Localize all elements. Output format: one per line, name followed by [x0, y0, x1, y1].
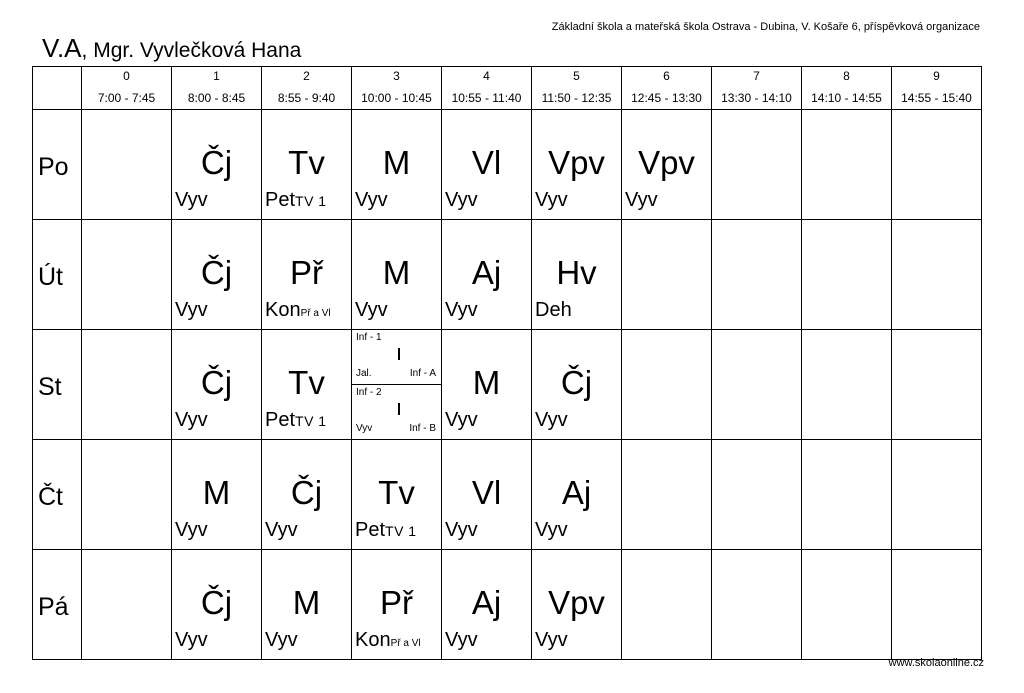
empty-cell: [802, 440, 892, 550]
empty-cell: [802, 330, 892, 440]
lesson-subject: Vpv: [638, 144, 695, 181]
day-row: [33, 220, 982, 330]
lesson-teacher-line: [355, 300, 388, 320]
period-time: 10:55 - 11:40: [451, 91, 522, 105]
lesson-subject: Tv: [288, 364, 325, 401]
header-corner-cell: [33, 67, 82, 110]
empty-cell: [712, 110, 802, 220]
day-label: St: [38, 373, 62, 401]
lesson-cell: [262, 330, 352, 440]
lesson-cell: [532, 330, 622, 440]
lesson-teacher: Vyv: [175, 409, 208, 431]
lesson-teacher-line: [445, 190, 478, 210]
lesson-teacher: Vyv: [355, 299, 388, 321]
empty-cell: [82, 550, 172, 660]
lesson-room: TV 1: [385, 523, 417, 539]
lesson-room: TV 1: [295, 413, 327, 429]
lesson-teacher: Vyv: [445, 299, 478, 321]
lesson-teacher-line: [625, 190, 658, 210]
lesson-subject: M: [472, 364, 501, 401]
lesson-cell: [352, 550, 442, 660]
lesson-teacher: Vyv: [445, 519, 478, 541]
group-room: Inf - B: [409, 423, 436, 434]
empty-cell: [82, 330, 172, 440]
lesson-teacher: Kon: [265, 299, 301, 321]
lesson-room: Př a Vl: [390, 638, 421, 649]
day-label-cell: [33, 440, 82, 550]
empty-cell: [82, 440, 172, 550]
lesson-subject: Vl: [471, 474, 502, 511]
period-time: 8:00 - 8:45: [187, 91, 246, 105]
lesson-teacher-line: [355, 190, 388, 210]
lesson-teacher-line: [535, 520, 568, 540]
period-header-cell: [442, 67, 532, 110]
lesson-teacher-line: [535, 190, 568, 210]
empty-cell: [622, 330, 712, 440]
day-label: Pá: [38, 593, 69, 621]
period-header-cell: [712, 67, 802, 110]
empty-cell: [712, 220, 802, 330]
lesson-teacher: Vyv: [175, 189, 208, 211]
lesson-subject: Př: [290, 254, 323, 291]
lesson-teacher-line: [175, 630, 208, 650]
lesson-cell: [352, 110, 442, 220]
lesson-teacher: Pet: [265, 409, 296, 431]
lesson-cell: [262, 440, 352, 550]
lesson-cell: [532, 440, 622, 550]
split-group: [352, 385, 441, 439]
empty-cell: [802, 110, 892, 220]
empty-cell: [82, 220, 172, 330]
lesson-room: TV 1: [295, 193, 327, 209]
lesson-teacher: Vyv: [445, 189, 478, 211]
period-time: 14:10 - 14:55: [811, 91, 882, 105]
lesson-subject: M: [292, 584, 321, 621]
lesson-teacher: Vyv: [265, 519, 298, 541]
lesson-teacher: Pet: [355, 519, 386, 541]
lesson-teacher-line: [265, 630, 298, 650]
lesson-subject: Aj: [471, 584, 502, 621]
empty-cell: [802, 550, 892, 660]
period-number: 3: [393, 69, 400, 83]
period-time: 12:45 - 13:30: [631, 91, 702, 105]
lesson-teacher-line: [175, 520, 208, 540]
lesson-subject: M: [202, 474, 231, 511]
period-time: 13:30 - 14:10: [721, 91, 792, 105]
lesson-subject: M: [382, 254, 411, 291]
period-header-cell: [802, 67, 892, 110]
period-header-cell: [172, 67, 262, 110]
lesson-subject: Čj: [200, 364, 233, 401]
lesson-teacher-line: [265, 410, 327, 430]
day-row: [33, 440, 982, 550]
lesson-subject: Tv: [288, 144, 325, 181]
empty-cell: [892, 110, 982, 220]
lesson-teacher-line: [445, 520, 478, 540]
lesson-teacher: Vyv: [535, 629, 568, 651]
lesson-cell: [442, 440, 532, 550]
day-label-cell: [33, 220, 82, 330]
lesson-teacher: Vyv: [445, 629, 478, 651]
lesson-cell: [262, 110, 352, 220]
lesson-subject: Čj: [560, 364, 593, 401]
lesson-cell: [172, 550, 262, 660]
lesson-teacher: Vyv: [535, 189, 568, 211]
lesson-teacher-line: [445, 300, 478, 320]
lesson-teacher-line: [175, 410, 208, 430]
empty-cell: [622, 220, 712, 330]
lesson-teacher-line: [355, 520, 417, 540]
lesson-cell: [442, 110, 532, 220]
empty-cell: [892, 550, 982, 660]
lesson-teacher: Vyv: [445, 409, 478, 431]
lesson-teacher-line: [535, 300, 572, 320]
lesson-teacher: Vyv: [355, 189, 388, 211]
lesson-teacher-line: [175, 190, 208, 210]
lesson-subject: Vpv: [548, 144, 605, 181]
lesson-teacher-line: [445, 410, 478, 430]
day-label-cell: [33, 330, 82, 440]
period-header-cell: [532, 67, 622, 110]
group-teacher: Jal.: [356, 368, 372, 379]
lesson-teacher-line: [535, 410, 568, 430]
lesson-teacher: Deh: [535, 299, 572, 321]
day-row: [33, 330, 982, 440]
period-number: 9: [933, 69, 940, 83]
empty-cell: [622, 440, 712, 550]
period-number: 7: [753, 69, 760, 83]
footer-url: www.skolaonline.cz: [888, 657, 984, 669]
group-name: Inf - 1: [356, 332, 382, 343]
group-room: Inf - A: [409, 368, 436, 379]
group-divider-mark: [398, 403, 400, 415]
lesson-subject: M: [382, 144, 411, 181]
lesson-cell: [262, 550, 352, 660]
lesson-teacher-line: [445, 630, 478, 650]
day-label: Po: [38, 153, 69, 181]
page-title: [42, 33, 301, 64]
empty-cell: [712, 550, 802, 660]
lesson-teacher: Vyv: [625, 189, 658, 211]
lesson-subject: Čj: [200, 144, 233, 181]
lesson-subject: Čj: [200, 254, 233, 291]
timetable: [32, 66, 982, 660]
lesson-subject: Hv: [556, 254, 597, 291]
lesson-subject: Aj: [561, 474, 592, 511]
lesson-subject: Vpv: [548, 584, 605, 621]
lesson-cell: [442, 330, 532, 440]
lesson-teacher: Vyv: [535, 409, 568, 431]
period-number: 2: [303, 69, 310, 83]
lesson-subject: Aj: [471, 254, 502, 291]
day-label: Čt: [38, 483, 63, 511]
empty-cell: [892, 330, 982, 440]
lesson-teacher: Pet: [265, 189, 296, 211]
class-teacher: , Mgr. Vyvlečková Hana: [81, 39, 302, 62]
lesson-teacher: Vyv: [175, 299, 208, 321]
lesson-teacher: Vyv: [265, 629, 298, 651]
lesson-cell: [262, 220, 352, 330]
period-time: 11:50 - 12:35: [541, 91, 612, 105]
day-row: [33, 110, 982, 220]
period-header-cell: [352, 67, 442, 110]
period-number: 0: [123, 69, 130, 83]
lesson-room: Př a Vl: [300, 308, 331, 319]
empty-cell: [892, 220, 982, 330]
lesson-cell: [442, 220, 532, 330]
group-teacher: Vyv: [356, 423, 373, 434]
empty-cell: [802, 220, 892, 330]
lesson-teacher: Kon: [355, 629, 391, 651]
empty-cell: [82, 110, 172, 220]
period-time: 10:00 - 10:45: [361, 91, 432, 105]
period-time: 8:55 - 9:40: [277, 91, 336, 105]
lesson-teacher: Vyv: [175, 519, 208, 541]
lesson-cell: [622, 110, 712, 220]
group-divider-mark: [398, 348, 400, 360]
lesson-cell: [352, 440, 442, 550]
lesson-teacher-line: [265, 520, 298, 540]
group-name: Inf - 2: [356, 387, 382, 398]
class-name: V.A: [42, 33, 82, 63]
lesson-teacher: Vyv: [175, 629, 208, 651]
period-number: 5: [573, 69, 580, 83]
lesson-cell: [532, 550, 622, 660]
lesson-cell: [532, 220, 622, 330]
lesson-cell: [352, 220, 442, 330]
lesson-cell: [442, 550, 532, 660]
lesson-teacher-line: [355, 630, 421, 650]
empty-cell: [622, 550, 712, 660]
school-name: Základní škola a mateřská škola Ostrava - Dubina, V. Košaře 6, příspěvková organizace: [551, 21, 980, 33]
lesson-subject: Př: [380, 584, 413, 621]
lesson-subject: Tv: [378, 474, 415, 511]
period-number: 4: [483, 69, 490, 83]
lesson-cell: [172, 330, 262, 440]
period-number: 6: [663, 69, 670, 83]
day-label-cell: [33, 110, 82, 220]
period-header-cell: [82, 67, 172, 110]
day-label-cell: [33, 550, 82, 660]
period-time: 14:55 - 15:40: [901, 91, 972, 105]
period-header-cell: [892, 67, 982, 110]
period-header-cell: [622, 67, 712, 110]
lesson-subject: Čj: [290, 474, 323, 511]
lesson-teacher: Vyv: [535, 519, 568, 541]
period-number: 8: [843, 69, 850, 83]
day-row: [33, 550, 982, 660]
day-label: Út: [38, 263, 63, 291]
lesson-cell: [172, 440, 262, 550]
empty-cell: [712, 440, 802, 550]
period-time: 7:00 - 7:45: [97, 91, 156, 105]
period-header-cell: [262, 67, 352, 110]
lesson-teacher-line: [535, 630, 568, 650]
lesson-cell: [172, 110, 262, 220]
lesson-subject: Vl: [471, 144, 502, 181]
lesson-teacher-line: [265, 300, 331, 320]
lesson-teacher-line: [265, 190, 327, 210]
lesson-cell: [532, 110, 622, 220]
split-lesson-cell: [352, 330, 442, 440]
split-group: [352, 330, 441, 385]
empty-cell: [712, 330, 802, 440]
lesson-cell: [172, 220, 262, 330]
period-header-row: [33, 67, 982, 110]
lesson-subject: Čj: [200, 584, 233, 621]
empty-cell: [892, 440, 982, 550]
lesson-teacher-line: [175, 300, 208, 320]
period-number: 1: [213, 69, 220, 83]
